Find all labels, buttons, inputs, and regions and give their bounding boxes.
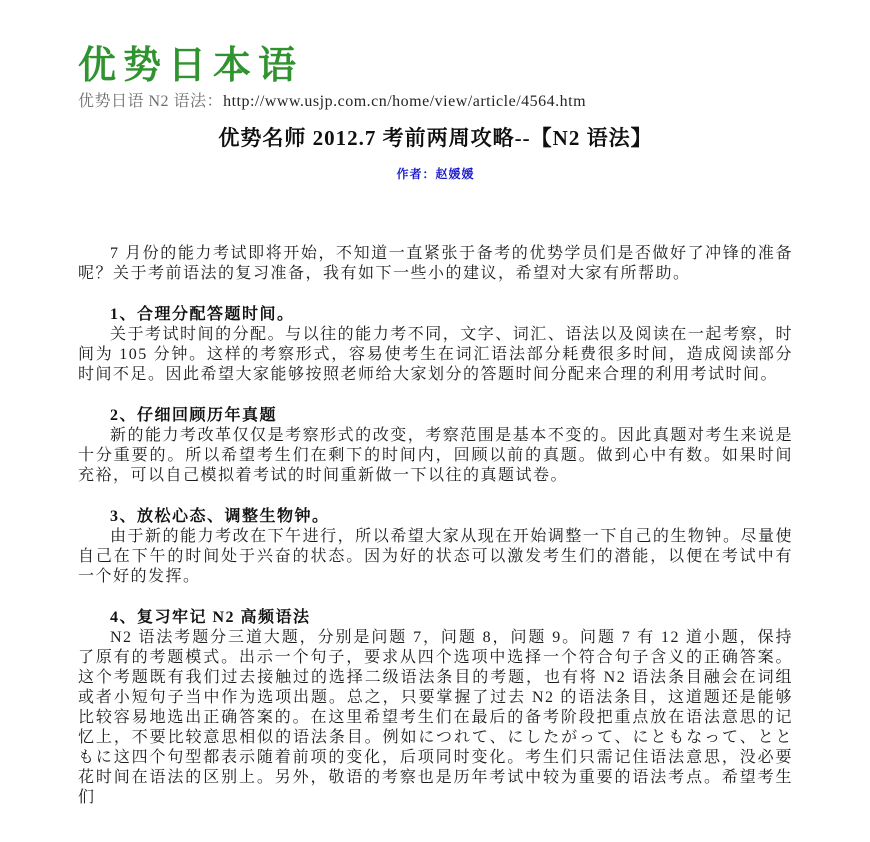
section-4-heading: 4、复习牢记 N2 高频语法 <box>110 609 311 626</box>
source-url: http://www.usjp.com.cn/home/view/article/4564.htm <box>223 93 587 110</box>
source-label: 优势日语 N2 语法： <box>78 93 224 110</box>
section-3-paragraph: 由于新的能力考改在下午进行，所以希望大家从现在开始调整一下自己的生物钟。尽量使自己在下午的时间处于兴奋的状态。因为好的状态可以激发考生们的潜能，以便在考试中有一个好的发挥。 <box>78 528 793 585</box>
section-2-heading: 2、仔细回顾历年真题 <box>110 407 278 424</box>
section-2-paragraph: 新的能力考改革仅仅是考察形式的改变，考察范围是基本不变的。因此真题对考生来说是十分重要的。所以希望考生们在剩下的时间内，回顾以前的真题。做到心中有数。如果时间充裕，可以自己模拟着考试的时间重新做一下以往的真题试卷。 <box>78 427 793 484</box>
section-4 <box>78 608 793 808</box>
article-title: 优势名师 2012.7 考前两周攻略--【N2 语法】 <box>218 126 653 150</box>
section-4-paragraph: N2 语法考题分三道大题，分别是问题 7，问题 8，问题 9。问题 7 有 12 道小题，保持了原有的考题模式。出示一个句子，要求从四个选项中选择一个符合句子含义的正确答案。这个考题既有我们过去接触过的选择二级语法条目的考题，也有将 N2 语法条目融会在词组或者小短句子当中作为选项出题。总之，只要掌握了过去 N2 的语法条目，这道题还是能够比较容易地选出正确答案的。在这里希望考生们在最后的备考阶段把重点放在语法意思的记忆上，不要比较意思相似的语法条目。例如につれて、にしたがって、にともなって、とともに这四个句型都表示随着前项的变化，后项同时变化。考生们只需记住语法意思，没必要花时间在语法的区别上。另外，敬语的考察也是历年考试中较为重要的语法考点。希望考生们 <box>78 629 793 806</box>
intro-paragraph: 7 月份的能力考试即将开始，不知道一直紧张于备考的优势学员们是否做好了冲锋的准备呢？关于考前语法的复习准备，我有如下一些小的建议，希望对大家有所帮助。 <box>78 245 793 282</box>
site-logo: 优势日本语 <box>78 45 304 87</box>
article-body <box>78 244 793 808</box>
section-3 <box>78 507 793 587</box>
section-3-heading: 3、放松心态、调整生物钟。 <box>110 508 330 525</box>
section-1-paragraph: 关于考试时间的分配。与以往的能力考不同，文字、词汇、语法以及阅读在一起考察，时间为 105 分钟。这样的考察形式，容易使考生在词汇语法部分耗费很多时间，造成阅读部分时间不足。因此希望大家能够按照老师给大家划分的答题时间分配来合理的利用考试时间。 <box>78 326 793 383</box>
section-1 <box>78 305 793 385</box>
page-header <box>78 46 793 182</box>
section-2 <box>78 406 793 486</box>
author-line: 作者：赵媛媛 <box>396 167 475 181</box>
source-line <box>78 92 793 112</box>
section-1-heading: 1、合理分配答题时间。 <box>110 306 295 323</box>
